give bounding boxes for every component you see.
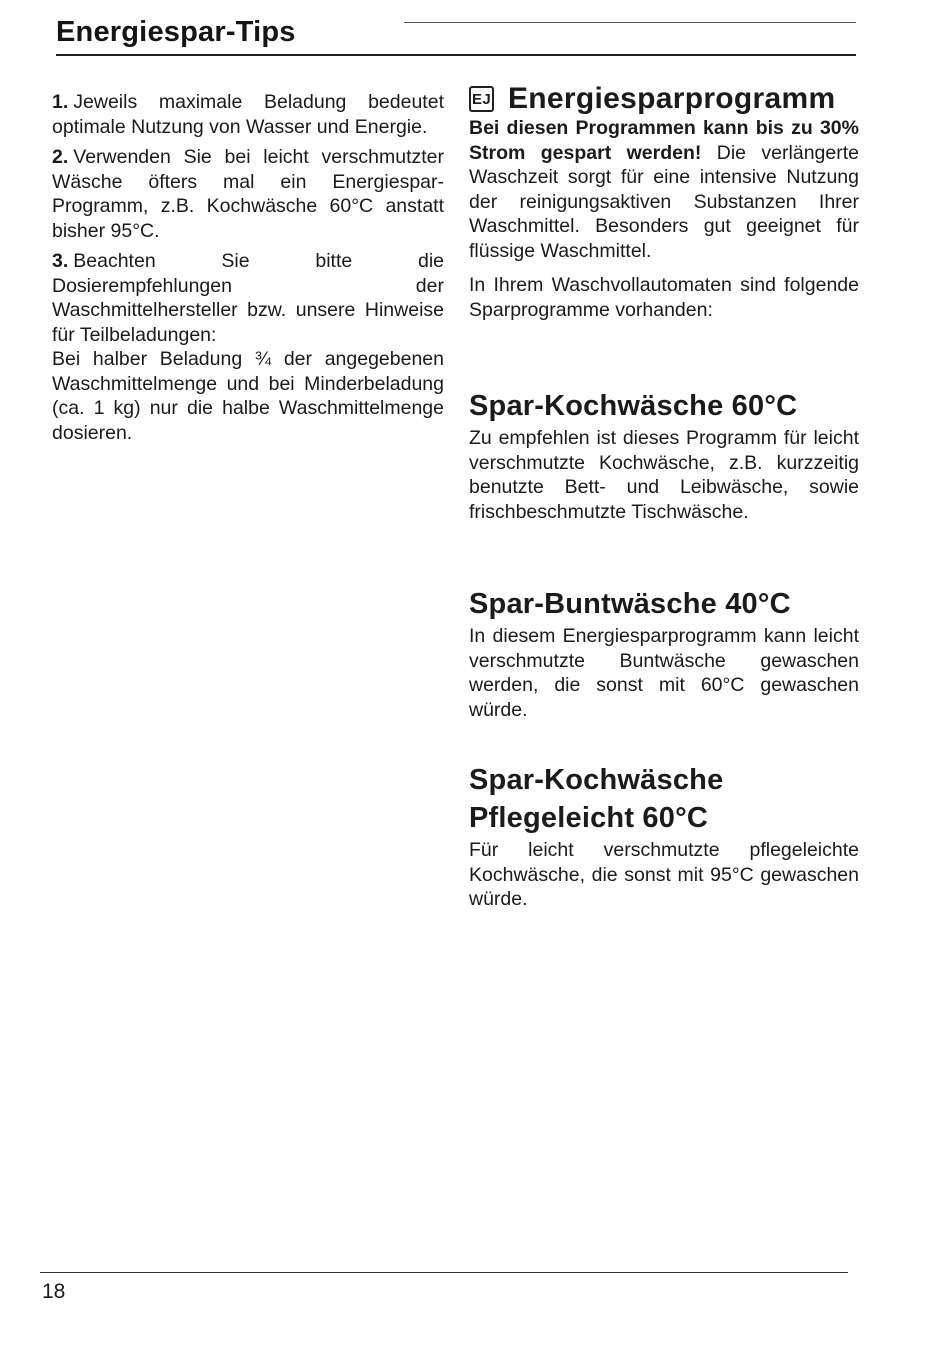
tip-item	[52, 90, 444, 139]
page-title: Energiespar-Tips	[56, 16, 296, 48]
program-available: In Ihrem Waschvollautomaten sind folgende Sparprogramme vorhanden:	[469, 274, 859, 321]
tip-text: Bei halber Beladung ¾ der angegebenen Waschmittelmenge und bei Minderbeladung (ca. 1 kg) nur die halbe Waschmittelmenge dosieren.	[52, 348, 444, 444]
program-intro	[469, 116, 859, 263]
section-text: Zu empfehlen ist dieses Programm für leicht verschmutzte Kochwäsche, z.B. kurzzeitig benutzte Bett- und Leibwäsche, sowie frischbeschmutzte Tischwäsche.	[469, 427, 859, 523]
page-number: 18	[42, 1280, 66, 1303]
section-spar-kochwaesche	[469, 388, 859, 524]
section-text: Für leicht verschmutzte pflegeleichte Kochwäsche, die sonst mit 95°C gewaschen würde.	[469, 839, 859, 910]
header-top-rule	[404, 22, 856, 23]
program-column	[469, 81, 859, 322]
tip-text: Beachten Sie bitte die Dosierempfehlungen der Waschmittelhersteller bzw. unsere Hinweise für Teilbeladungen:	[52, 250, 444, 346]
tip-text: Jeweils maximale Beladung bedeutet optimale Nutzung von Wasser und Energie.	[52, 91, 444, 138]
program-heading	[469, 81, 859, 115]
program-intro-text: Die verlängerte Waschzeit sorgt für eine intensive Nutzung der reinigungsaktiven Substanzen Ihrer Waschmittel. Besonders gut geeignet für flüssige Waschmittel.	[469, 141, 859, 262]
tip-item	[52, 145, 444, 243]
program-intro-bold: Bei diesen Programmen kann bis zu 30% Strom gespart werden!	[469, 117, 859, 164]
program-heading-text: Energiesparprogramm	[508, 81, 836, 115]
section-heading-line1: Spar-Kochwäsche	[469, 764, 724, 796]
tip-continuation	[52, 347, 444, 445]
tip-text: Verwenden Sie bei leicht verschmutzter Wäsche öfters mal ein Energiespar-Programm, z.B. Kochwäsche 60°C anstatt bisher 95°C.	[52, 146, 444, 242]
tip-item	[52, 249, 444, 347]
tip-number: 3.	[52, 250, 69, 272]
tip-number: 1.	[52, 91, 69, 113]
header-rule	[56, 54, 856, 56]
section-spar-kochwaesche-pflegeleicht	[469, 762, 859, 912]
footer-rule	[40, 1272, 848, 1273]
section-heading-line2: Pflegeleicht 60°C	[469, 802, 709, 834]
energy-program-icon: EJ	[469, 86, 494, 112]
section-spar-buntwaesche	[469, 586, 859, 722]
section-text: In diesem Energiesparprogramm kann leicht verschmutzte Buntwäsche gewaschen werden, die sonst mit 60°C gewaschen würde.	[469, 625, 859, 721]
section-heading: Spar-Kochwäsche 60°C	[469, 390, 798, 422]
tip-number: 2.	[52, 146, 69, 168]
tips-column	[52, 90, 444, 451]
section-heading: Spar-Buntwäsche 40°C	[469, 588, 791, 620]
